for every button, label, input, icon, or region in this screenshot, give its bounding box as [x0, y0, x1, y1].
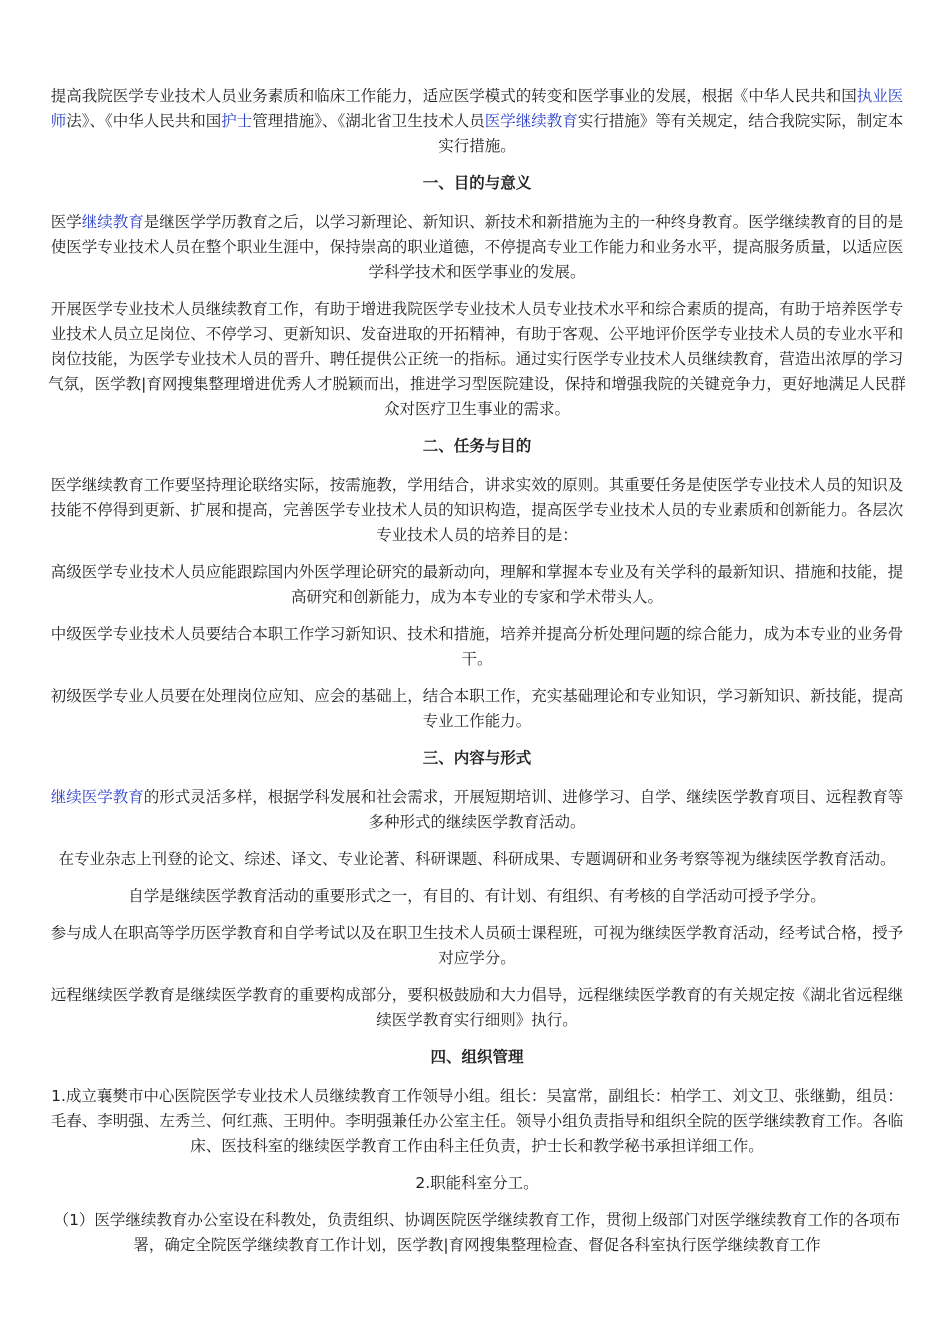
s1p1-pre: 医学: [50, 213, 82, 231]
intro-text-2: 法》、《中华人民共和国: [66, 112, 222, 130]
section-1-heading: 一、目的与意义: [422, 174, 532, 192]
document-page: [48, 84, 906, 1270]
section-2-heading: 二、任务与目的: [422, 437, 532, 455]
intro-paragraph: [48, 84, 906, 159]
section-1-paragraph-1: [48, 210, 906, 285]
link-medical-continuing-education[interactable]: 医学继续教育: [484, 112, 578, 130]
section-3-paragraph-3: 自学是继续医学教育活动的重要形式之一，有目的、有计划、有组织、有考核的自学活动可授予学分。: [128, 887, 826, 905]
section-3-heading: 三、内容与形式: [422, 749, 532, 767]
section-3-paragraph-5: 远程继续医学教育是继续医学教育的重要构成部分，要积极鼓励和大力倡导，远程继续医学教育的有关规定按《湖北省远程继续医学教育实行细则》执行。: [50, 986, 904, 1029]
section-2-paragraph-1: 医学继续教育工作要坚持理论联络实际，按需施教，学用结合，讲求实效的原则。其重要任务是使医学专业技术人员的知识及技能不停得到更新、扩展和提高，完善医学专业技术人员的知识构造，提高医学专业技术人员的专业素质和创新能力。各层次专业技术人员的培养目的是：: [50, 476, 904, 544]
section-4-paragraph-2: 2.职能科室分工。: [415, 1174, 539, 1192]
section-2-paragraph-3: 中级医学专业技术人员要结合本职工作学习新知识、技术和措施，培养并提高分析处理问题的综合能力，成为本专业的业务骨干。: [50, 625, 904, 668]
section-3-paragraph-2: 在专业杂志上刊登的论文、综述、译文、专业论著、科研课题、科研成果、专题调研和业务考察等视为继续医学教育活动。: [58, 850, 896, 868]
intro-text-4: 实行措施》等有关规定，结合我院实际，制定本实行措施。: [438, 112, 904, 155]
section-3-paragraph-1: [48, 785, 906, 835]
link-nurse[interactable]: 护士: [221, 112, 253, 130]
section-2-paragraph-2: 高级医学专业技术人员应能跟踪国内外医学理论研究的最新动向，理解和掌握本专业及有关学科的最新知识、措施和技能，提高研究和创新能力，成为本专业的专家和学术带头人。: [50, 563, 904, 606]
link-continuing-education[interactable]: 继续教育: [81, 213, 144, 231]
s3p1-post: 的形式灵活多样，根据学科发展和社会需求，开展短期培训、进修学习、自学、继续医学教育项目、远程教育等多种形式的继续医学教育活动。: [143, 788, 904, 831]
section-4-paragraph-1: 1.成立襄樊市中心医院医学专业技术人员继续教育工作领导小组。组长：吴富常，副组长：柏学工、刘文卫、张继勤，组员：毛春、李明强、左秀兰、何红燕、王明仲。李明强兼任办公室主任。领导小组负责指导和组织全院的医学继续教育工作。各临床、医技科室的继续医学教育工作由科主任负责，护士长和教学秘书承担详细工作。: [50, 1087, 904, 1155]
section-1-paragraph-2: 开展医学专业技术人员继续教育工作，有助于增进我院医学专业技术人员专业技术水平和综合素质的提高，有助于培养医学专业技术人员立足岗位、不停学习、更新知识、发奋进取的开拓精神，有助于客观、公平地评价医学专业技术人员的专业水平和岗位技能，为医学专业技术人员的晋升、聘任提供公正统一的指标。通过实行医学专业技术人员继续教育，营造出浓厚的学习气氛，医学教|育网搜集整理增进优秀人才脱颖而出，推进学习型医院建设，保持和增强我院的关键竞争力，更好地满足人民群众对医疗卫生事业的需求。: [48, 300, 906, 418]
s1p1-post: 是继医学学历教育之后，以学习新理论、新知识、新技术和新措施为主的一种终身教育。医学继续教育的目的是使医学专业技术人员在整个职业生涯中，保持崇高的职业道德，不停提高专业工作能力和业务水平，提高服务质量，以适应医学科学技术和医学事业的发展。: [50, 213, 904, 281]
intro-text-1: 提高我院医学专业技术人员业务素质和临床工作能力，适应医学模式的转变和医学事业的发展，根据《中华人民共和国: [50, 87, 857, 105]
section-2-paragraph-4: 初级医学专业人员要在处理岗位应知、应会的基础上，结合本职工作，充实基础理论和专业知识，学习新知识、新技能，提高专业工作能力。: [50, 687, 904, 730]
section-4-paragraph-3: （1）医学继续教育办公室设在科教处，负责组织、协调医院医学继续教育工作，贯彻上级部门对医学继续教育工作的各项布署，确定全院医学继续教育工作计划，医学教|育网搜集整理检查、督促各科室执行医学继续教育工作: [53, 1211, 901, 1254]
link-licensed-physician[interactable]: 执业医师: [50, 87, 904, 130]
section-4-heading: 四、组织管理: [430, 1048, 524, 1066]
section-3-paragraph-4: 参与成人在职高等学历医学教育和自学考试以及在职卫生技术人员硕士课程班，可视为继续医学教育活动，经考试合格，授予对应学分。: [50, 924, 904, 967]
link-continuing-medical-education[interactable]: 继续医学教育: [50, 788, 144, 806]
intro-text-3: 管理措施》、《湖北省卫生技术人员: [252, 112, 485, 130]
